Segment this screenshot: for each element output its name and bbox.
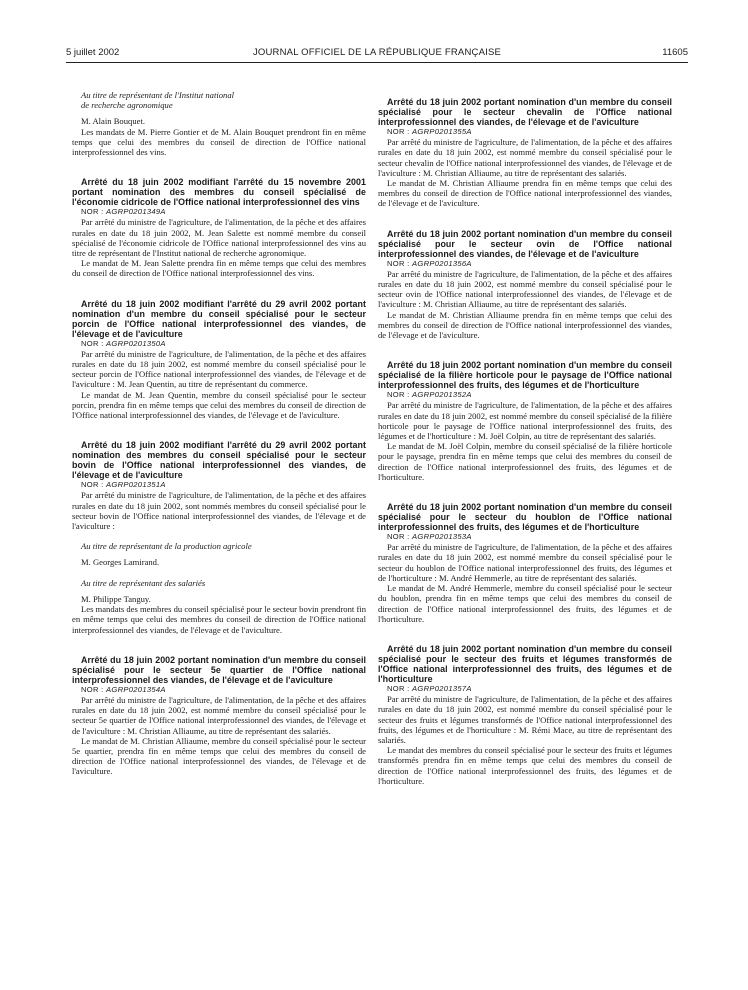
role-label: Au titre de représentant des salariés <box>81 577 206 588</box>
decree-article <box>72 440 366 634</box>
nor-code: AGRP0201353A <box>412 532 472 542</box>
body-paragraph: Par arrêté du ministre de l'agriculture, de l'alimentation, de la pêche et des affaires rurales en date du 18 juin 2002, est nommé membre du conseil spécialisé de la filière horticole pour le paysage de l'Office national interprofessionnel des fruits, des légumes et de l'horticulture : M. Joël Colpin, au titre de représentant des salariés. <box>378 400 672 442</box>
decree-article <box>378 360 672 482</box>
right-column <box>378 97 672 786</box>
decree-article <box>72 655 366 777</box>
decree-title: Arrêté du 18 juin 2002 portant nomination d'un membre du conseil spécialisé pour le secteur du houblon de l'Office national interprofessionnel des fruits, des légumes et de l'horticulture <box>378 502 672 533</box>
nor-code: AGRP0201355A <box>412 127 472 136</box>
decree-title: Arrêté du 18 juin 2002 portant nomination d'un membre du conseil spécialisé pour le secteur ovin de l'Office national interprofessionnel des viandes, de l'élevage et de l'aviculture <box>378 228 672 259</box>
header-rule <box>66 62 688 63</box>
nor-label: NOR : <box>81 684 104 694</box>
nor-label: NOR : <box>81 207 104 217</box>
nor-label: NOR : <box>387 532 410 542</box>
body-paragraph: Par arrêté du ministre de l'agriculture, de l'alimentation, de la pêche et des affaires rurales en date du 18 juin 2002, sont nommés membres du conseil spécialisé pour le secteur bovin de l'Office national interprofessionnel des viandes, de l'élevage et de l'aviculture : <box>72 490 366 532</box>
nor-code: AGRP0201357A <box>412 683 472 693</box>
nor-reference <box>378 259 672 269</box>
nor-label: NOR : <box>387 390 410 400</box>
nor-reference <box>378 532 672 542</box>
body-paragraph: Le mandat de M. Jean Quentin, membre du conseil spécialisé pour le secteur porcin, prendra fin en même temps que celui des membres du conseil de direction de l'Office national interprofessionnel des viandes, de l'élevage et de l'aviculture. <box>72 389 366 421</box>
nor-label: NOR : <box>81 338 104 348</box>
body-paragraph: Le mandat de M. Jean Salette prendra fin en même temps que celui des membres du conseil de direction de l'Office national interprofessionnel des vins. <box>72 258 366 279</box>
decree-title: Arrêté du 18 juin 2002 portant nomination d'un membre du conseil spécialisé pour le secteur des fruits et légumes transformés de l'Office national interprofessionnel des fruits, des légumes et de l'horticulture <box>378 643 672 684</box>
nor-reference <box>72 339 366 349</box>
body-paragraph: Le mandat de M. Christian Alliaume prendra fin en même temps que celui des membres du conseil de direction de l'Office national interprofessionnel des viandes, de l'élevage et de l'aviculture. <box>378 309 672 341</box>
body-paragraph: Par arrêté du ministre de l'agriculture, de l'alimentation, de la pêche et des affaires rurales en date du 18 juin 2002, est nommé membre du conseil spécialisé pour le secteur du houblon de l'Office national interprofessionnel des fruits, des légumes et de l'horticulture : M. André Hemmerle, au titre de représentant des salariés. <box>378 542 672 583</box>
decree-title: Arrêté du 18 juin 2002 modifiant l'arrêté du 29 avril 2002 portant nomination des membres du conseil spécialisé pour le secteur bovin de l'Office national interprofessionnel des viandes, de l'élevage et de l'aviculture <box>72 440 366 481</box>
intro-block <box>72 90 366 157</box>
nor-code: AGRP0201354A <box>106 684 166 694</box>
nor-label: NOR : <box>387 258 410 268</box>
body-paragraph: Le mandat de M. Joël Colpin, membre du conseil spécialisé de la filière horticole pour le paysage, prendra fin en même temps que celui des membres du conseil de direction de l'Office national interprofessionnel des fruits, des légumes et de l'horticulture. <box>378 441 672 482</box>
decree-article <box>378 229 672 341</box>
decree-article <box>378 644 672 786</box>
member-name: M. Georges Lamirand. <box>81 557 160 568</box>
nor-reference <box>378 127 672 137</box>
body-paragraph: Le mandat de M. Christian Alliaume prendra fin en même temps que celui des membres du conseil de direction de l'Office national interprofessionnel des viandes, de l'élevage et de l'aviculture. <box>378 178 672 209</box>
nor-code: AGRP0201351A <box>106 480 166 490</box>
page-header <box>66 47 688 61</box>
body-paragraph: Le mandat de M. Christian Alliaume, membre du conseil spécialisé pour le secteur 5e quartier, prendra fin en même temps que celui des membres du conseil de direction de l'Office national interprofessionnel des viandes, de l'élevage et de l'aviculture. <box>72 735 366 777</box>
body-paragraph: Le mandat des membres du conseil spécialisé pour le secteur des fruits et légumes transformés prendra fin en même temps que celui des membres du conseil de direction de l'Office national interprofessionnel des fruits, des légumes et de l'horticulture. <box>378 745 672 786</box>
page-number: 11605 <box>662 47 688 58</box>
body-paragraph: Par arrêté du ministre de l'agriculture, de l'alimentation, de la pêche et des affaires rurales en date du 18 juin 2002, est nommé membre du conseil spécialisé pour le secteur chevalin de l'Office national interprofessionnel des viandes, de l'élevage et de l'aviculture : M. Christian Alliaume, au titre de représentant des salariés. <box>378 137 672 178</box>
nor-code: AGRP0201349A <box>106 207 166 217</box>
decree-article <box>378 97 672 209</box>
member-name: M. Alain Bouquet. <box>81 116 145 127</box>
role-label: de recherche agronomique <box>81 100 173 111</box>
body-paragraph: Le mandat de M. André Hemmerle, membre du conseil spécialisé pour le secteur du houblon, prendra fin en même temps que celui des membres du conseil de direction de l'Office national interprofessionnel des fruits, des légumes et de l'horticulture. <box>378 583 672 624</box>
body-paragraph: Par arrêté du ministre de l'agriculture, de l'alimentation, de la pêche et des affaires rurales en date du 18 juin 2002, est nommé membre du conseil spécialisé pour le secteur 5e quartier de l'Office national interprofessionnel des viandes, de l'élevage et de l'aviculture : M. Christian Alliaume, au titre de représentant des salariés. <box>72 694 366 736</box>
nor-code: AGRP0201350A <box>106 338 166 348</box>
body-paragraph: Les mandats de M. Pierre Gontier et de M. Alain Bouquet prendront fin en même temps que celui des membres du conseil de direction de l'Office national interprofessionnel des vins. <box>72 126 366 158</box>
decree-article <box>378 502 672 624</box>
nor-reference <box>378 390 672 400</box>
nor-label: NOR : <box>387 683 410 693</box>
decree-article <box>72 177 366 278</box>
nor-reference <box>72 480 366 490</box>
decree-title: Arrêté du 18 juin 2002 portant nomination d'un membre du conseil spécialisé de la filière horticole pour le paysage de l'Office national interprofessionnel des fruits, des légumes et de l'horticulture <box>378 360 672 391</box>
body-paragraph: Par arrêté du ministre de l'agriculture, de l'alimentation, de la pêche et des affaires rurales en date du 18 juin 2002, M. Jean Salette est nommé membre du conseil spécialisé de l'économie cidricole de l'Office national interprofessionnel des vins au titre de représentant de l'Institut national de recherche agronomique. <box>72 217 366 259</box>
nor-code: AGRP0201352A <box>412 390 472 400</box>
role-label: Au titre de représentant de la production agricole <box>81 541 252 552</box>
body-paragraph: Par arrêté du ministre de l'agriculture, de l'alimentation, de la pêche et des affaires rurales en date du 18 juin 2002, est nommé membre du conseil spécialisé pour le secteur ovin de l'Office national interprofessionnel des viandes, de l'élevage et de l'aviculture : M. Christian Alliaume, au titre de représentant des salariés. <box>378 268 672 310</box>
decree-title: Arrêté du 18 juin 2002 portant nomination d'un membre du conseil spécialisé pour le secteur chevalin de l'Office national interprofessionnel des viandes, de l'élevage et de l'aviculture <box>378 97 672 127</box>
nor-reference <box>72 207 366 217</box>
decree-title: Arrêté du 18 juin 2002 portant nomination d'un membre du conseil spécialisé pour le secteur 5e quartier de l'Office national interprofessionnel des viandes, de l'élevage et de l'aviculture <box>72 654 366 685</box>
decree-title: Arrêté du 18 juin 2002 modifiant l'arrêté du 29 avril 2002 portant nomination d'un membre du conseil spécialisé pour le secteur porcin de l'Office national interprofessionnel des viandes, de l'élevage et de l'aviculture <box>72 298 366 339</box>
nor-label: NOR : <box>81 480 104 490</box>
nor-code: AGRP0201356A <box>412 258 472 268</box>
header-date: 5 juillet 2002 <box>66 47 120 58</box>
nor-label: NOR : <box>387 127 410 136</box>
left-column <box>72 90 366 777</box>
body-paragraph: Par arrêté du ministre de l'agriculture, de l'alimentation, de la pêche et des affaires rurales en date du 18 juin 2002, est nommé membre du conseil spécialisé pour le secteur porcin de l'Office national interprofessionnel des viandes, de l'élevage et de l'aviculture : M. Jean Quentin, au titre de représentant du commerce. <box>72 348 366 390</box>
role-label: Au titre de représentant de l'Institut national <box>81 90 235 100</box>
decree-title: Arrêté du 18 juin 2002 modifiant l'arrêté du 15 novembre 2001 portant nomination des membres du conseil spécialisé de l'économie cidricole de l'Office national interprofessionnel des vins <box>72 177 366 208</box>
body-paragraph: Par arrêté du ministre de l'agriculture, de l'alimentation, de la pêche et des affaires rurales en date du 18 juin 2002, est nommé membre du conseil spécialisé pour le secteur des fruits et légumes transformés de l'Office national interprofessionnel des fruits, des légumes et de l'horticulture : M. Rémi Mace, au titre de représentant des salariés. <box>378 694 672 745</box>
body-paragraph: Les mandats des membres du conseil spécialisé pour le secteur bovin prendront fin en même temps que celui des membres du conseil de direction de l'Office national interprofessionnel des viandes, de l'élevage et de l'aviculture. <box>72 604 366 635</box>
member-name: M. Philippe Tanguy. <box>81 593 151 604</box>
journal-title: JOURNAL OFFICIEL DE LA RÉPUBLIQUE FRANÇAISE <box>252 47 502 58</box>
nor-reference <box>72 685 366 695</box>
decree-article <box>72 299 366 421</box>
nor-reference <box>378 684 672 694</box>
